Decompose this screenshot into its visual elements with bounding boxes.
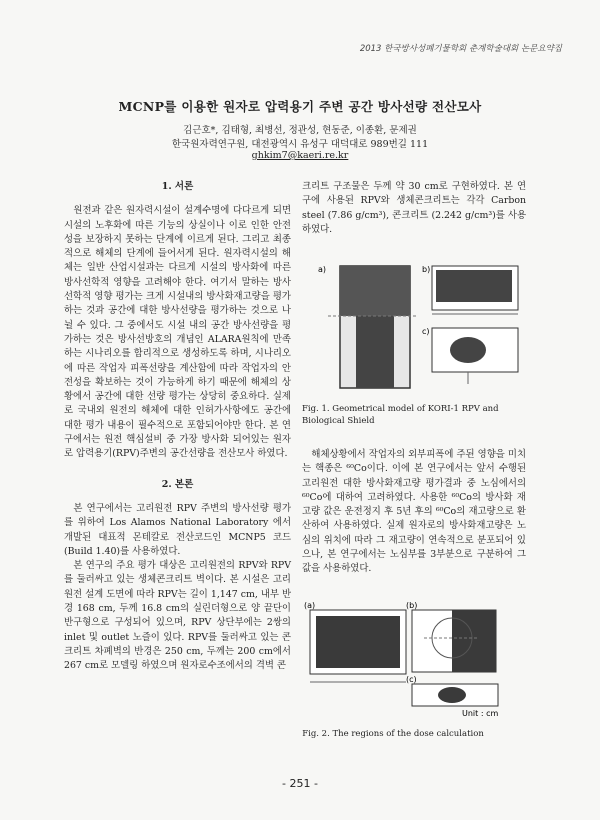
figure-1-caption: Fig. 1. Geometrical model of KORI-1 RPV and Biological Shield — [302, 404, 499, 426]
right-column-top — [302, 180, 526, 237]
running-header: 2013 한국방사성폐기물학회 춘계학술대회 논문요약집 — [359, 44, 562, 54]
author-email[interactable]: ghkim7@kaeri.re.kr — [251, 150, 349, 161]
paper-title: MCNP를 이용한 원자로 압력용기 주변 공간 방사선량 전산모사 — [118, 99, 482, 114]
figure-2-caption: Fig. 2. The regions of the dose calculation — [302, 729, 484, 739]
body-paragraph-2: 본 연구의 주요 평가 대상은 고리원전의 RPV와 RPV를 둘러싸고 있는 생체콘크리트 벽이다. 본 시설은 고리원전 설계 도면에 따라 RPV는 길이 1,147 cm, 내부 반경 168 cm, 두께 16.8 cm의 실린더형으로 양 끝단이 반구형으로 구성되어 있으며, RPV 상단부에는 2쌍의 inlet 및 outlet 노즐이 있다. RPV를 둘러싸고 있는 콘크리트 차폐벽의 반경은 250 cm, 두께는 200 cm에서 267 cm로 모델링 하였으며 원자로수조에서의 격벽 콘 — [64, 560, 291, 672]
fig2-label-c: (c) — [406, 675, 417, 684]
figure-2 — [302, 598, 528, 720]
body-paragraph-1: 본 연구에서는 고리원전 RPV 주변의 방사선량 평가를 위하여 Los Alamos National Laboratory 에서 개발된 대표적 몬테칼로 전산코드인 MCNP5 코드(Build 1.40)를 사용하였다. — [64, 502, 291, 557]
author-list: 김근호*, 김태형, 최병선, 정관성, 현동준, 이종환, 문제권 — [183, 125, 417, 136]
left-column — [64, 180, 291, 674]
affiliation: 한국원자력연구원, 대전광역시 유성구 대덕대로 989번길 111 — [171, 139, 429, 150]
fig2-label-a: (a) — [304, 601, 316, 610]
right-mid-paragraph: 해체상황에서 작업자의 외부피폭에 주된 영향을 미치는 핵종은 ⁶⁰Co이다. 이에 본 연구에서는 앞서 수행된 고리원전 대한 방사화재고량 평가결과 중 노심에서의 ⁶⁰Co에 대하여 고려하였다. 사용한 ⁶⁰Co의 방사화 재고량 값은 운전정지 후 5년 후의 ⁶⁰Co의 재고량으로 환산하여 사용하였다. 실제 원자로의 방사화재고량은 노심의 위치에 따라 그 재고량이 연속적으로 분포되어 있으나, 본 연구에서는 노심부를 3부분으로 구분하여 그 값을 사용하였다. — [302, 449, 526, 575]
right-column-mid — [302, 448, 526, 577]
fig2-label-b: (b) — [406, 601, 418, 610]
fig2-unit-label: Unit : cm — [462, 709, 499, 718]
page-number: - 251 - — [282, 777, 318, 790]
intro-paragraph: 원전과 같은 원자력시설이 설계수명에 다다르게 되면 시설의 노후화에 따른 기능의 상실이나 이로 인한 안전성을 보장하지 못하는 단계에 이르게 된다. 그리고 최종적으로 해체의 단계에 들어서게 된다. 원자력시설의 해체는 일반 산업시설과는 다르게 시설의 방사화에 따른 방사선학적 영향을 고려해야 한다. 여기서 말하는 방사선학적 영향 평가는 크게 시설내의 방사화재고량을 평가하는 것과 공간에 대한 방사선량을 평가하는 것으로 나뉠 수 있다. 그 중에서도 시설 내의 공간 방사선량을 평가하는 것은 방사선방호의 개념인 ALARA원칙에 만족하는 시나리오를 합리적으로 생성하도록 하며, 시나리오에 따른 작업자 피폭선량을 계산함에 따라 작업자의 안전성을 확보하는 것이 가능하게 하기 때문에 해체의 상황에서 공간에 대한 선량 평가는 상당히 중요하다. 실제로 국내외 원전의 해체에 대한 인허가사항에도 공간에 대한 평가 내용이 필수적으로 포함되어야만 한다. 본 연구에서는 원전 핵심설비 중 가장 방사화 되어있는 원자로 압력용기(RPV)주변의 공간선량을 전산모사 하였다. — [64, 205, 291, 460]
fig1-label-b: b) — [422, 265, 431, 274]
figure-1 — [318, 262, 528, 392]
figure-2-graphic — [302, 598, 528, 720]
figure-1-graphic — [318, 262, 528, 392]
right-top-paragraph: 크리트 구조물은 두께 약 30 cm로 구현하였다. 본 연구에 사용된 RPV와 생체콘크리트는 각각 Carbon steel (7.86 g/cm³), 콘크리트 (2.242 g/cm³)를 사용하였다. — [302, 181, 526, 235]
fig1-label-a: a) — [318, 265, 327, 274]
section-heading-intro: 1. 서론 — [161, 181, 194, 192]
section-heading-body: 2. 본론 — [161, 478, 194, 490]
fig1-label-c: c) — [422, 327, 430, 336]
